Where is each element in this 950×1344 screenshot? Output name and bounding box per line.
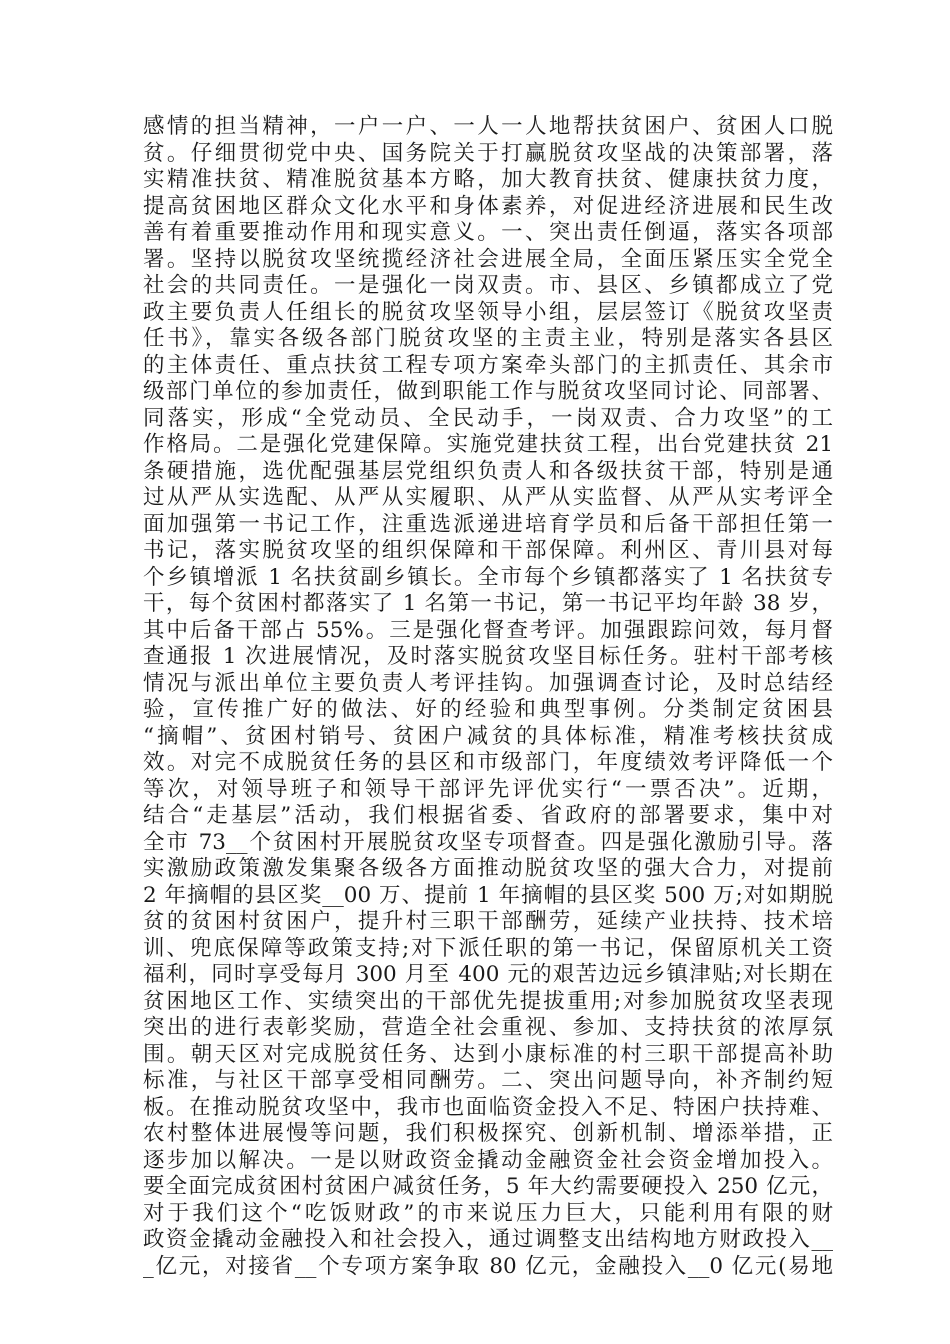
text-line: 政主要负责人任组长的脱贫攻坚领导小组，层层签订《脱贫攻坚责 bbox=[143, 299, 833, 325]
text-line: 验，宣传推广好的做法、好的经验和典型事例。分类制定贫困县 bbox=[143, 697, 833, 722]
text-line: 查通报 1 次进展情况，及时落实脱贫攻坚目标任务。驻村干部考核 bbox=[143, 644, 833, 669]
text-line: 其中后备干部占 55%。三是强化督查考评。加强跟踪问效，每月督 bbox=[143, 617, 833, 643]
text-line: 逐步加以解决。一是以财政资金撬动金融资金社会资金增加投入。 bbox=[143, 1147, 833, 1173]
text-line: 对于我们这个“吃饭财政”的市来说压力巨大，只能利用有限的财 bbox=[143, 1200, 833, 1226]
text-line: 社会的共同责任。一是强化一岗双责。市、县区、乡镇都成立了党 bbox=[143, 273, 833, 298]
text-line: 政资金撬动金融投入和社会投入，通过调整支出结构地方财政投入__ bbox=[143, 1227, 833, 1252]
text-line: 同落实，形成“全党动员、全民动手，一岗双责、合力攻坚”的工 bbox=[143, 405, 833, 431]
text-line: 贫。仔细贯彻党中央、国务院关于打赢脱贫攻坚战的决策部署，落 bbox=[143, 140, 833, 166]
text-line: 个乡镇增派 1 名扶贫副乡镇长。全市每个乡镇都落实了 1 名扶贫专 bbox=[143, 564, 833, 590]
text-line: 任书》，靠实各级各部门脱贫攻坚的主责主业，特别是落实各县区 bbox=[143, 326, 833, 351]
text-line: 提高贫困地区群众文化水平和身体素养，对促进经济进展和民生改 bbox=[143, 193, 833, 219]
text-line: 条硬措施，选优配强基层党组织负责人和各级扶贫干部，特别是通 bbox=[143, 458, 833, 484]
text-line: 2 年摘帽的县区奖__00 万、提前 1 年摘帽的县区奖 500 万;对如期脱 bbox=[143, 882, 833, 908]
text-line: 署。坚持以脱贫攻坚统揽经济社会进展全局，全面压紧压实全党全 bbox=[143, 246, 833, 272]
body-text bbox=[143, 114, 833, 1280]
text-line: 实精准扶贫、精准脱贫基本方略，加大教育扶贫、健康扶贫力度， bbox=[143, 167, 833, 192]
text-line: 干，每个贫困村都落实了 1 名第一书记，第一书记平均年龄 38 岁， bbox=[143, 591, 833, 616]
text-line: 级部门单位的参加责任，做到职能工作与脱贫攻坚同讨论、同部署、 bbox=[143, 379, 833, 404]
text-line: 贫困地区工作、实绩突出的干部优先提拔重用;对参加脱贫攻坚表现 bbox=[143, 988, 833, 1014]
text-line: 效。对完不成脱贫任务的县区和市级部门，年度绩效考评降低一个 bbox=[143, 750, 833, 775]
text-line: 书记，落实脱贫攻坚的组织保障和干部保障。利州区、青川县对每 bbox=[143, 538, 833, 563]
text-line: 面加强第一书记工作，注重选派递进培育学员和后备干部担任第一 bbox=[143, 511, 833, 537]
text-line: 板。在推动脱贫攻坚中，我市也面临资金投入不足、特困户扶持难、 bbox=[143, 1094, 833, 1120]
text-line: “摘帽”、贫困村销号、贫困户减贫的具体标准，精准考核扶贫成 bbox=[143, 723, 833, 749]
text-line: 农村整体进展慢等问题，我们积极探究、创新机制、增添举措，正 bbox=[143, 1121, 833, 1146]
text-line: 实激励政策激发集聚各级各方面推动脱贫攻坚的强大合力，对提前 bbox=[143, 856, 833, 881]
text-line: 围。朝天区对完成脱贫任务、达到小康标准的村三职干部提高补助 bbox=[143, 1041, 833, 1067]
text-line: _亿元，对接省__个专项方案争取 80 亿元，金融投入__0 亿元(易地 bbox=[143, 1253, 833, 1279]
text-line: 贫的贫困村贫困户，提升村三职干部酬劳，延续产业扶持、技术培 bbox=[143, 909, 833, 934]
text-line: 福利，同时享受每月 300 月至 400 元的艰苦边远乡镇津贴;对长期在 bbox=[143, 962, 833, 987]
text-line: 训、兜底保障等政策支持;对下派任职的第一书记，保留原机关工资 bbox=[143, 935, 833, 961]
text-line: 结合“走基层”活动，我们根据省委、省政府的部署要求，集中对 bbox=[143, 803, 833, 828]
text-line: 情况与派出单位主要负责人考评挂钩。加强调查讨论，及时总结经 bbox=[143, 670, 833, 696]
text-line: 的主体责任、重点扶贫工程专项方案牵头部门的主抓责任、其余市 bbox=[143, 352, 833, 378]
text-line: 全市 73__个贫困村开展脱贫攻坚专项督查。四是强化激励引导。落 bbox=[143, 829, 833, 855]
text-line: 标准，与社区干部享受相同酬劳。二、突出问题导向，补齐制约短 bbox=[143, 1068, 833, 1093]
text-line: 作格局。二是强化党建保障。实施党建扶贫工程，出台党建扶贫 21 bbox=[143, 432, 833, 457]
text-line: 突出的进行表彰奖励，营造全社会重视、参加、支持扶贫的浓厚氛 bbox=[143, 1015, 833, 1040]
text-line: 感情的担当精神，一户一户、一人一人地帮扶贫困户、贫困人口脱 bbox=[143, 114, 833, 139]
text-line: 等次，对领导班子和领导干部评先评优实行“一票否决”。近期， bbox=[143, 776, 833, 802]
text-line: 过从严从实选配、从严从实履职、从严从实监督、从严从实考评全 bbox=[143, 485, 833, 510]
text-line: 要全面完成贫困村贫困户减贫任务，5 年大约需要硬投入 250 亿元， bbox=[143, 1174, 833, 1199]
text-line: 善有着重要推动作用和现实意义。一、突出责任倒逼，落实各项部 bbox=[143, 220, 833, 245]
